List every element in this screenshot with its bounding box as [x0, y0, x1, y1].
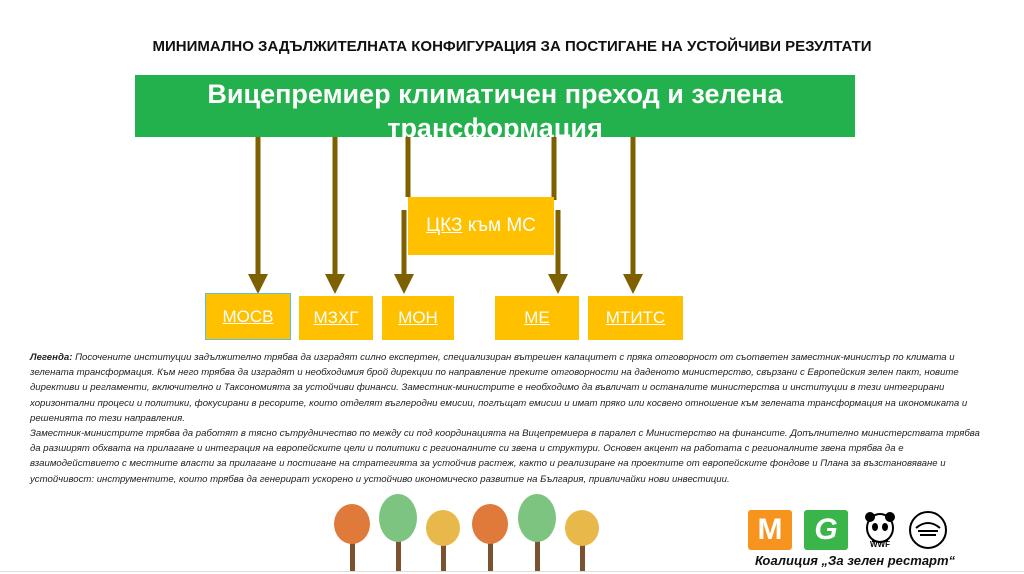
g-logo-icon	[804, 510, 848, 550]
ministry-box-mon	[382, 296, 454, 340]
wwf-panda-icon	[858, 510, 902, 550]
legend-text	[30, 350, 990, 487]
tree-icon	[379, 494, 417, 572]
tree-icon	[334, 504, 370, 572]
bottom-divider	[0, 571, 1024, 572]
tree-icon	[518, 494, 556, 572]
ministry-box-mtits	[588, 296, 683, 340]
banner-line-1: Вицепремиер климатичен преход и зелена	[207, 79, 783, 109]
ministry-link-mzhg[interactable]: МЗХГ	[313, 308, 359, 327]
banner-line-2: трансформация	[387, 113, 603, 143]
tree-icon	[472, 504, 508, 572]
ministry-box-mzhg	[299, 296, 373, 340]
legend-p2: Заместник-министрите трябва да работят в тясно сътрудничество по между си под координацията на Вицепремиера в паралел с Министерство на финансите. Допълнително министерствата трябва да разширят обхвата на прилагане и интеграция на европейските цели и политики с регионалните си звена и структури. Основен акцент на работата с регионалните звена трябва да е взаимодействието с местните власти за прилагане и постигане на стратегията за устойчив растеж, както и реализиране на проектите от европейските фондове и Плана за възстановяване и устойчивост: инструментите, които трябва да генерират ускорено и устойчиво икономическо развитие на България, привличайки нови инвестиции.	[30, 428, 980, 485]
legend-paragraph-1	[30, 350, 990, 426]
g-logo-letter: G	[814, 513, 838, 546]
coalition-name: Коалиция „За зелен рестарт“	[754, 553, 956, 568]
tree-icon	[565, 510, 599, 572]
m-logo-icon	[748, 510, 792, 550]
ckz-label	[426, 215, 536, 237]
legend-p1: Посочените институции задължително трябва да изградят силно експертен, специализиран вътрешен капацитет с пряка отговорност от съответен заместник-министър по климата и зелената трансформация. Към него трябва да изградят и необходимия брой дирекции по направление преките отговорности на даденото министерство, свързани с Европейския зелен пакт, новите директиви и регламенти, включително и Таксономията за устойчиви финанси. Заместник-министрите е необходимо да въвличат и останалите министерства и институции в тези интегрирани хоризонтални процеси и политики, фокусирани в ресорите, които отделят въглеродни емисии, поглъщат емисии и имат пряко или косвено отношение към зелената трансформация на икономиката и решенията по тези направления.	[30, 352, 968, 424]
ministry-link-mosv[interactable]: МОСВ	[222, 306, 274, 326]
institute-logo-icon	[906, 510, 950, 550]
ministry-box-mosv	[205, 293, 291, 340]
ckz-box	[408, 197, 554, 255]
ministry-link-me[interactable]: МЕ	[524, 308, 550, 327]
ckz-link[interactable]: ЦКЗ	[426, 215, 463, 236]
legend-label: Легенда:	[30, 352, 73, 363]
trees-illustration	[330, 492, 630, 574]
ministry-box-me	[495, 296, 579, 340]
page-title: МИНИМАЛНО ЗАДЪЛЖИТЕЛНАТА КОНФИГУРАЦИЯ ЗА ПОСТИГАНЕ НА УСТОЙЧИВИ РЕЗУЛТАТИ	[152, 38, 872, 55]
m-logo-letter: M	[757, 513, 783, 546]
ministry-link-mon[interactable]: МОН	[398, 308, 438, 327]
wwf-text: WWF	[870, 540, 890, 549]
tree-icon	[426, 510, 460, 572]
ministry-link-mtits[interactable]: МТИТС	[605, 308, 666, 327]
ckz-label-rest: към МС	[462, 215, 536, 236]
